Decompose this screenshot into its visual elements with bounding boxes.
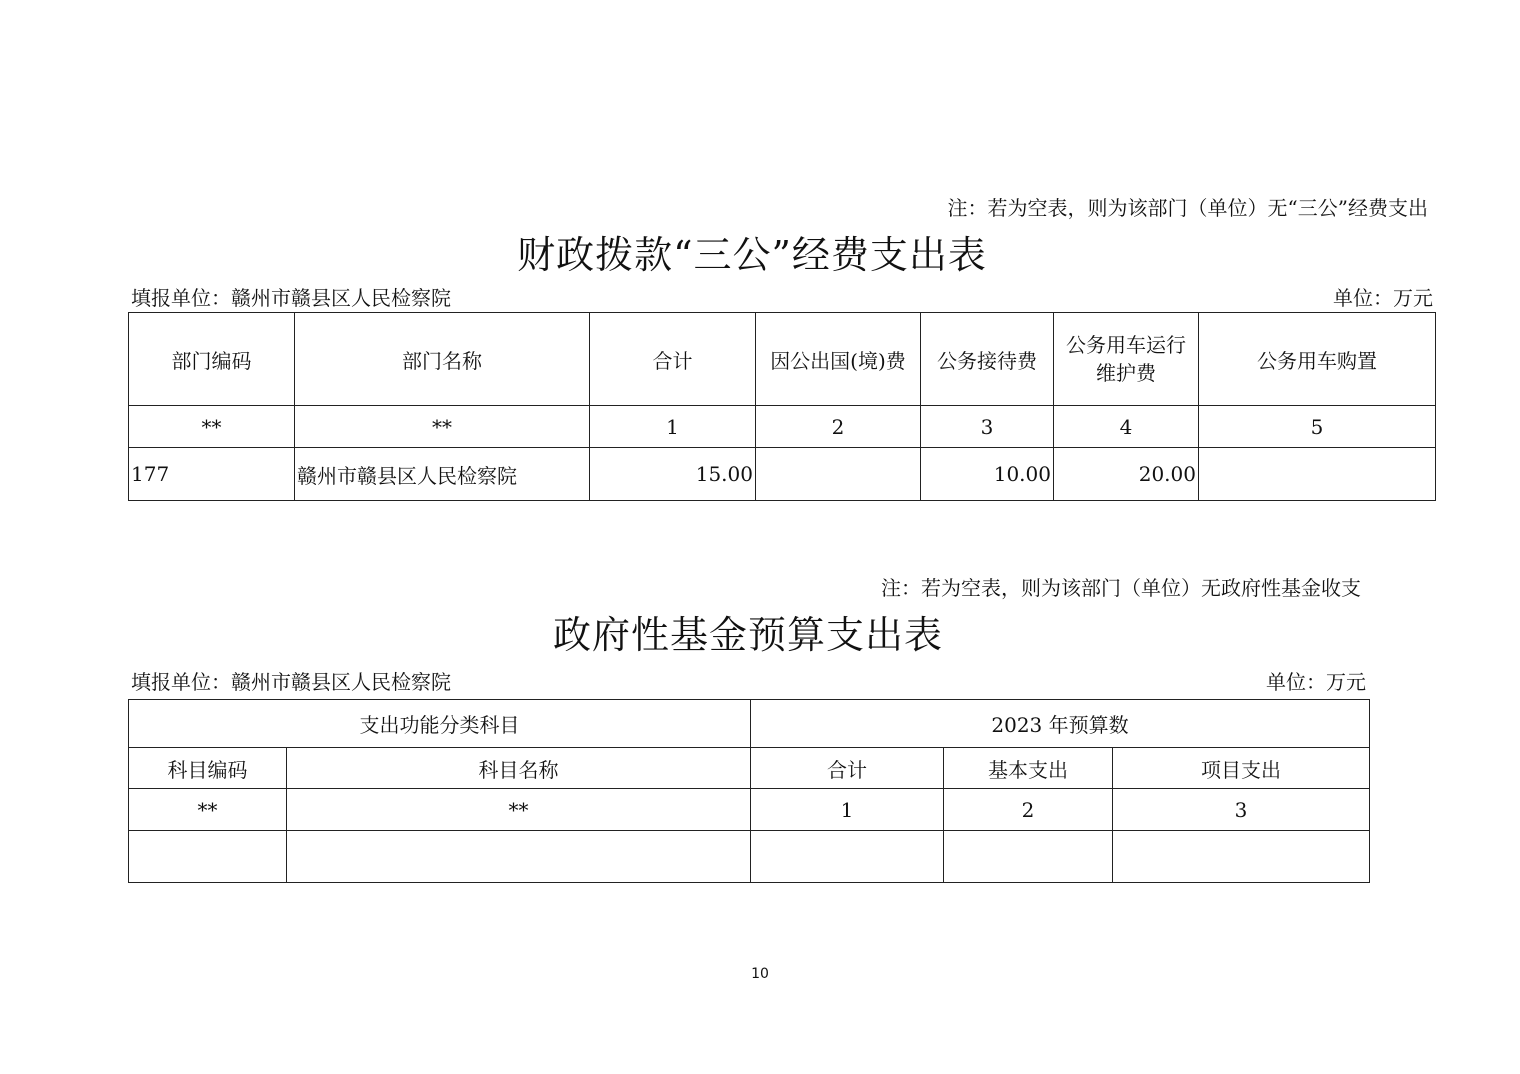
data-cell: 10.00 <box>921 448 1054 501</box>
sec2-table <box>128 699 1370 883</box>
page-number: 10 <box>751 966 769 982</box>
index-cell: 4 <box>1054 406 1199 448</box>
data-cell: 177 <box>129 448 295 501</box>
index-cell: 5 <box>1199 406 1436 448</box>
header-cell: 合计 <box>590 313 756 406</box>
header-cell: 因公出国(境)费 <box>756 313 921 406</box>
index-cell: 2 <box>756 406 921 448</box>
index-cell: 3 <box>921 406 1054 448</box>
sec2-index-row <box>129 789 1370 831</box>
data-cell <box>756 448 921 501</box>
sec1-filler: 填报单位：赣州市赣县区人民检察院 <box>131 286 451 310</box>
data-cell <box>1199 448 1436 501</box>
data-cell <box>129 831 287 883</box>
sec1-title: 财政拨款“三公”经费支出表 <box>517 233 987 277</box>
group-header-cell: 支出功能分类科目 <box>129 700 751 748</box>
index-cell: ** <box>295 406 590 448</box>
data-cell <box>1113 831 1370 883</box>
data-cell <box>751 831 944 883</box>
header-cell: 科目编码 <box>129 748 287 789</box>
header-cell: 合计 <box>751 748 944 789</box>
sec1-unit: 单位：万元 <box>1333 286 1433 310</box>
data-cell: 赣州市赣县区人民检察院 <box>295 448 590 501</box>
data-cell <box>287 831 751 883</box>
sec2-data-row <box>129 831 1370 883</box>
index-cell: 1 <box>751 789 944 831</box>
header-cell-text: 公务用车运行维护费 <box>1066 333 1186 385</box>
header-cell: 部门编码 <box>129 313 295 406</box>
sec1-header-row <box>129 313 1436 406</box>
sec2-group-header-row <box>129 700 1370 748</box>
sec2-unit: 单位：万元 <box>1266 670 1366 694</box>
data-cell: 15.00 <box>590 448 756 501</box>
sec1-table <box>128 312 1436 501</box>
index-cell: 1 <box>590 406 756 448</box>
header-cell: 公务用车购置 <box>1199 313 1436 406</box>
group-header-cell: 2023 年预算数 <box>751 700 1370 748</box>
index-cell: ** <box>129 789 287 831</box>
index-cell: ** <box>287 789 751 831</box>
header-cell: 部门名称 <box>295 313 590 406</box>
sec2-header-row <box>129 748 1370 789</box>
index-cell: 3 <box>1113 789 1370 831</box>
sec1-index-row <box>129 406 1436 448</box>
data-cell <box>944 831 1113 883</box>
header-cell: 项目支出 <box>1113 748 1370 789</box>
header-cell: 科目名称 <box>287 748 751 789</box>
sec2-title: 政府性基金预算支出表 <box>552 613 943 657</box>
sec1-data-row <box>129 448 1436 501</box>
sec2-filler: 填报单位：赣州市赣县区人民检察院 <box>131 670 451 694</box>
header-cell: 基本支出 <box>944 748 1113 789</box>
sec2-note: 注：若为空表，则为该部门（单位）无政府性基金收支 <box>881 576 1361 600</box>
header-cell: 公务接待费 <box>921 313 1054 406</box>
sec1-note: 注：若为空表，则为该部门（单位）无“三公”经费支出 <box>947 196 1428 220</box>
index-cell: 2 <box>944 789 1113 831</box>
index-cell: ** <box>129 406 295 448</box>
data-cell: 20.00 <box>1054 448 1199 501</box>
header-cell <box>1054 313 1199 406</box>
